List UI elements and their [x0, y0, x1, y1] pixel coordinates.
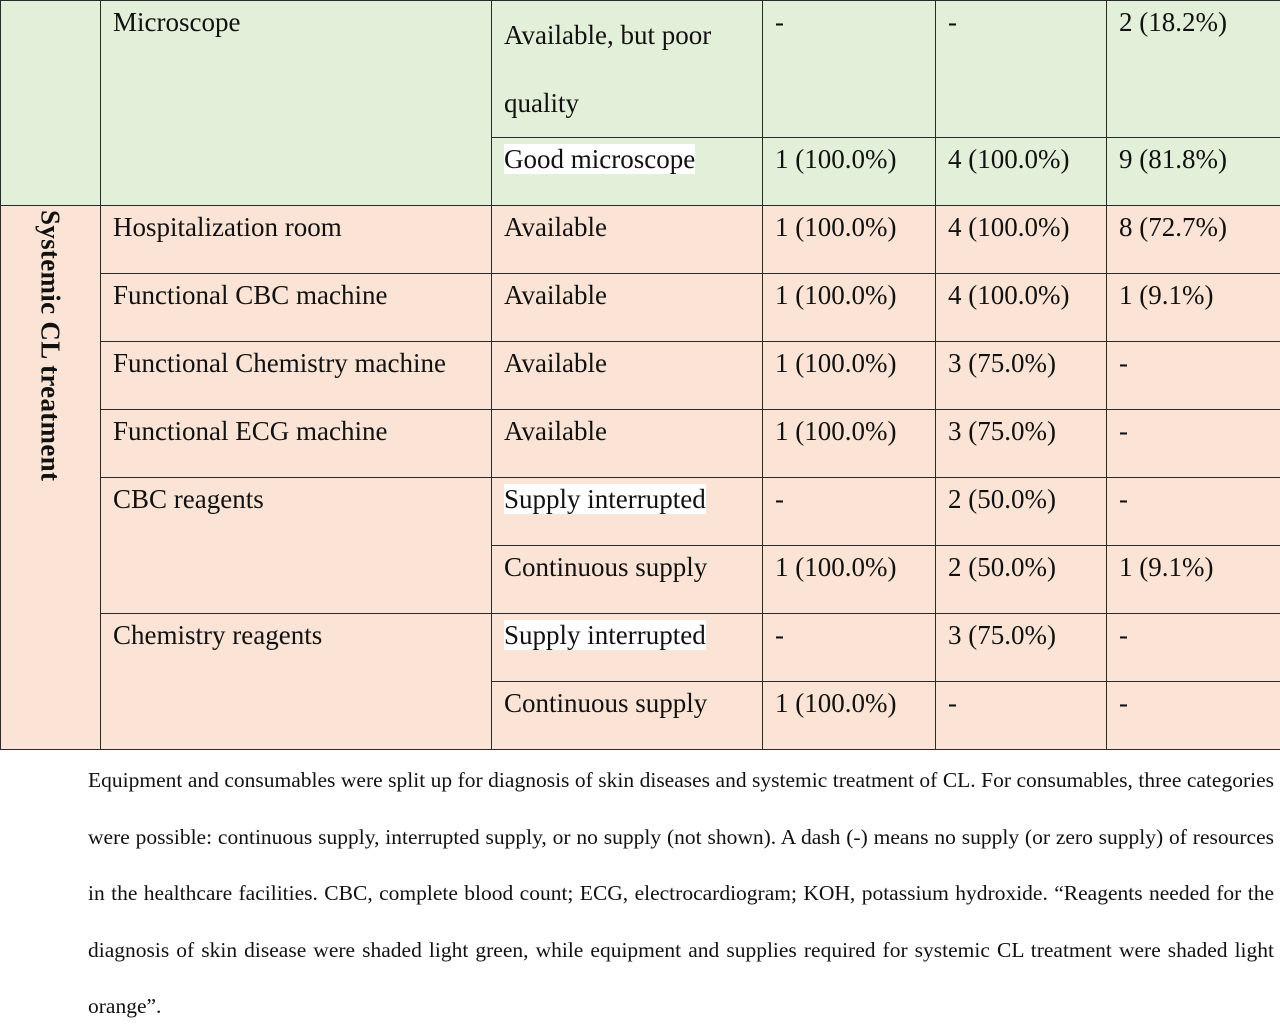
value-cell: 1 (100.0%)	[763, 682, 936, 750]
item-name: Functional ECG machine	[101, 410, 492, 478]
value-cell: 3 (75.0%)	[936, 410, 1107, 478]
value-cell: -	[1107, 682, 1280, 750]
value-cell: 1 (100.0%)	[763, 206, 936, 274]
value-cell: 4 (100.0%)	[936, 206, 1107, 274]
value-cell: 2 (18.2%)	[1107, 1, 1280, 138]
status-cell: Continuous supply	[492, 546, 763, 614]
value-cell: 1 (100.0%)	[763, 410, 936, 478]
table-row	[1, 274, 1280, 342]
table-row	[1, 478, 1280, 546]
table-row	[1, 1, 1280, 138]
status-cell: Available	[492, 410, 763, 478]
item-name: Chemistry reagents	[101, 614, 492, 750]
status-cell: Available	[492, 206, 763, 274]
value-cell: 1 (100.0%)	[763, 546, 936, 614]
item-name: Hospitalization room	[101, 206, 492, 274]
value-cell: -	[1107, 614, 1280, 682]
group-label-diagnosis	[1, 1, 101, 206]
value-cell: 1 (100.0%)	[763, 138, 936, 206]
value-cell: -	[1107, 478, 1280, 546]
item-name: Functional CBC machine	[101, 274, 492, 342]
value-cell: 4 (100.0%)	[936, 138, 1107, 206]
status-cell: Supply interrupted	[492, 478, 763, 546]
table-row	[1, 206, 1280, 274]
group-label-systemic-cl-treatment: Systemic CL treatment	[1, 206, 101, 750]
status-cell: Available	[492, 342, 763, 410]
value-cell: -	[1107, 342, 1280, 410]
status-cell: Available	[492, 274, 763, 342]
status-cell: Continuous supply	[492, 682, 763, 750]
status-cell: Good microscope	[492, 138, 763, 206]
table-row	[1, 342, 1280, 410]
value-cell: -	[763, 614, 936, 682]
value-cell: 8 (72.7%)	[1107, 206, 1280, 274]
value-cell: -	[936, 1, 1107, 138]
item-name: CBC reagents	[101, 478, 492, 614]
item-name: Microscope	[101, 1, 492, 206]
status-cell: Available, but poor quality	[492, 1, 763, 138]
value-cell: 1 (100.0%)	[763, 274, 936, 342]
value-cell: 4 (100.0%)	[936, 274, 1107, 342]
status-cell: Supply interrupted	[492, 614, 763, 682]
value-cell: 2 (50.0%)	[936, 478, 1107, 546]
value-cell: 3 (75.0%)	[936, 614, 1107, 682]
table-footnote: Equipment and consumables were split up for diagnosis of skin diseases and systemic treatment of CL. For consumables, three categories were possible: continuous supply, interrupted supply, or no supply (not shown). A dash (-) means no supply (or zero supply) of resources in the healthcare facilities. CBC, complete blood count; ECG, electrocardiogram; KOH, potassium hydroxide. “Reagents needed for the diagnosis of skin disease were shaded light green, while equipment and supplies required for systemic CL treatment were shaded light orange”.	[88, 752, 1274, 1035]
value-cell: 3 (75.0%)	[936, 342, 1107, 410]
value-cell: 1 (9.1%)	[1107, 546, 1280, 614]
value-cell: 1 (100.0%)	[763, 342, 936, 410]
value-cell: -	[763, 478, 936, 546]
table-row	[1, 410, 1280, 478]
value-cell: -	[763, 1, 936, 138]
value-cell: -	[936, 682, 1107, 750]
value-cell: 9 (81.8%)	[1107, 138, 1280, 206]
item-name: Functional Chemistry machine	[101, 342, 492, 410]
table-row	[1, 614, 1280, 682]
value-cell: -	[1107, 410, 1280, 478]
value-cell: 1 (9.1%)	[1107, 274, 1280, 342]
value-cell: 2 (50.0%)	[936, 546, 1107, 614]
